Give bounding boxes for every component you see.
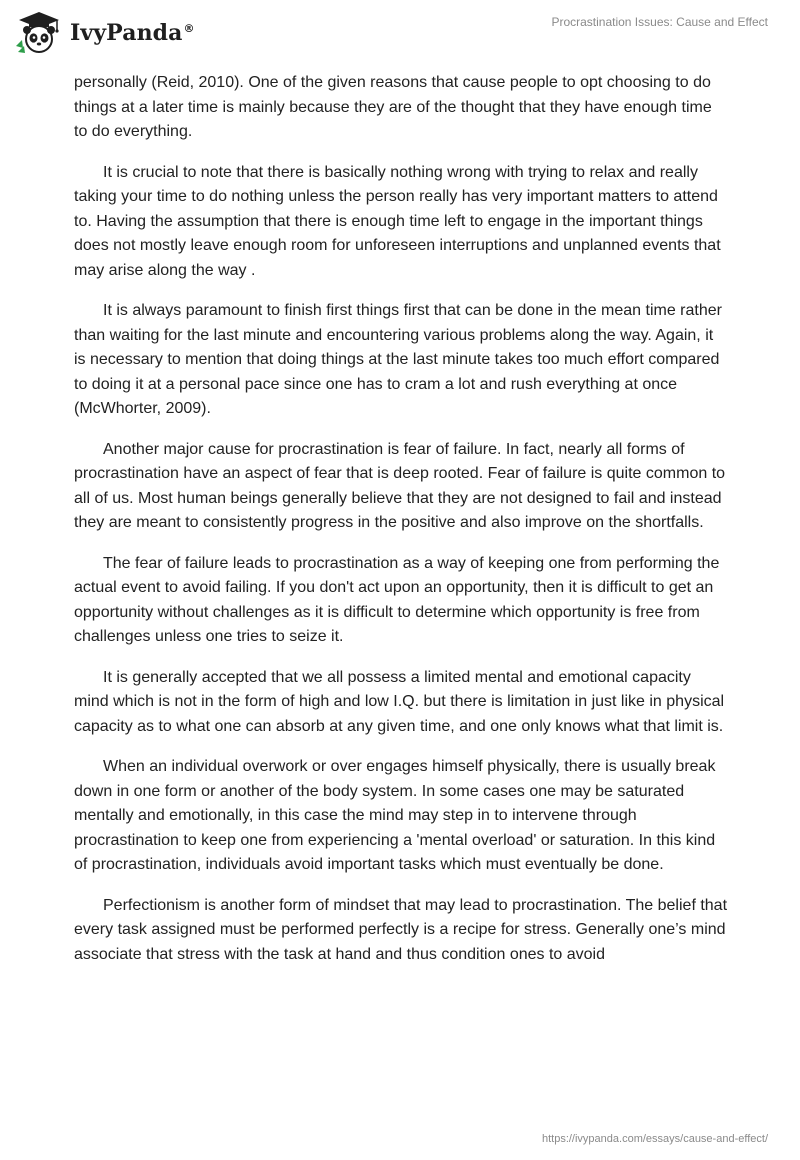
paragraph: It is crucial to note that there is basically nothing wrong with trying to relax and really taking your time to do nothing unless the person really has very important matters to attend to. Having the assumption that there is enough time left to engage in the important things does not mostly leave enough room for unforeseen interruptions and unplanned events that may arise along the way . [74, 163, 721, 279]
registered-mark: ® [183, 21, 195, 35]
paragraph: It is always paramount to finish first things first that can be done in the mean time rather than waiting for the last minute and encountering various problems along the way. Again, it is necessary to mention that doing things at the last minute takes too much effort compared to doing it at a personal pace since one has to cram a lot and rush everything at once (McWhorter, 2009). [74, 302, 722, 417]
source-url[interactable]: https://ivypanda.com/essays/cause-and-effect/ [541, 1133, 768, 1145]
brand-logo[interactable] [14, 10, 195, 54]
paragraph: Perfectionism is another form of mindset that may lead to procrastination. The belief that every task assigned must be performed perfectly is a recipe for stress. Generally one’s mind associate that stress with the task at hand and thus condition ones to avoid [74, 896, 728, 963]
paragraph: When an individual overwork or over engages himself physically, there is usually break down in one form or another of the body system. In some cases one may be saturated mentally and emotionally, in this case the mind may step in to intervene through procrastination to keep one from experiencing a 'mental overload' or saturation. In this kind of procrastination, individuals avoid important tasks which must eventually be done. [74, 758, 716, 873]
paragraph: Another major cause for procrastination is fear of failure. In fact, nearly all forms of procrastination have an aspect of fear that is deep rooted. Fear of failure is quite common to all of us. Most human beings generally believe that they are not designed to fail and instead they are meant to consistently progress in the positive and also improve on the shortfalls. [74, 440, 726, 531]
document-title: Procrastination Issues: Cause and Effect [551, 15, 768, 29]
page-header [0, 0, 800, 70]
panda-graduate-logo-icon [14, 10, 64, 54]
paragraph: The fear of failure leads to procrastination as a way of keeping one from performing the actual event to avoid failing. If you don't act upon an opportunity, then it is difficult to get an opportunity without challenges as it is difficult to determine which opportunity is free from challenges unless one tries to seize it. [74, 554, 720, 645]
paragraph: personally (Reid, 2010). One of the given reasons that cause people to opt choosing to do things at a later time is mainly because they are of the thought that they have enough time to do everything. [74, 74, 712, 140]
essay-body [74, 71, 728, 983]
paragraph: It is generally accepted that we all possess a limited mental and emotional capacity mind which is not in the form of high and low I.Q. but there is limitation in just like in physical capacity as to what one can absorb at any given time, and one only knows what that limit is. [74, 668, 725, 735]
brand-name: IvyPanda® [70, 20, 195, 46]
